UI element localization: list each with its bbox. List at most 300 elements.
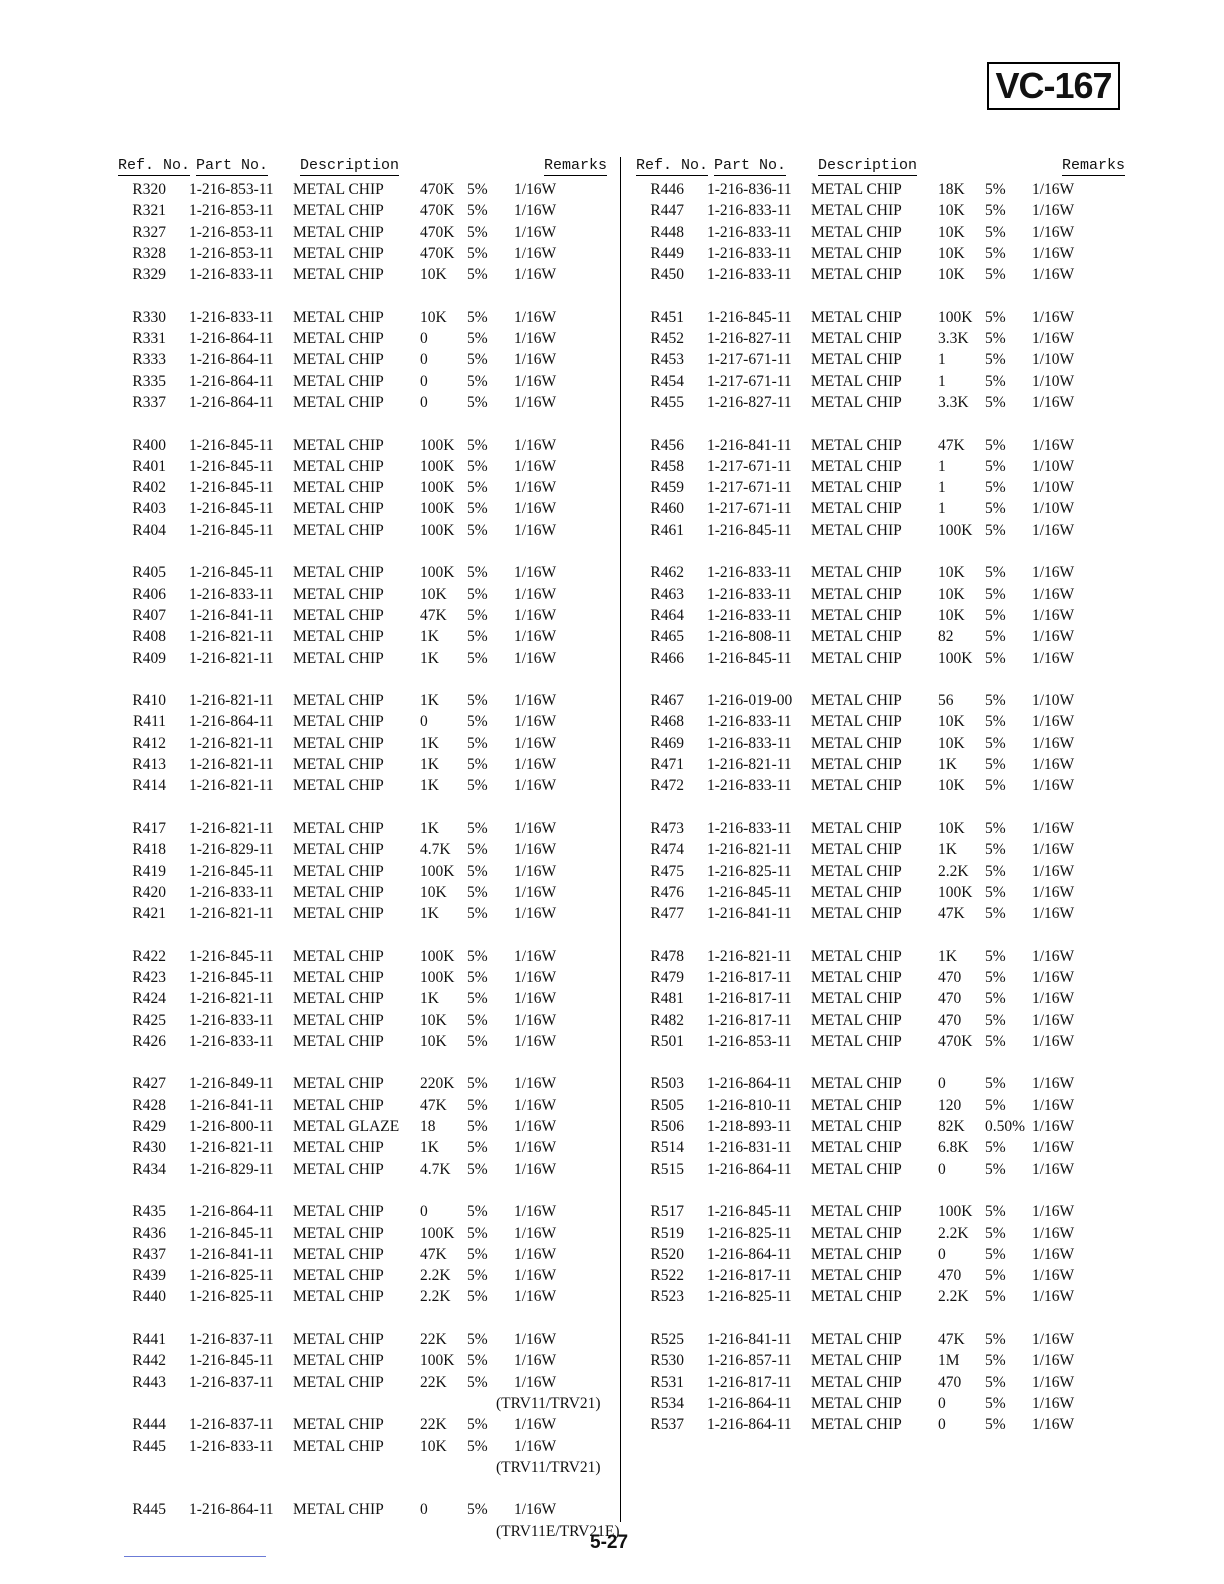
part-number: 1-216-845-11 xyxy=(189,521,274,539)
ref-number: R426 xyxy=(132,1032,166,1050)
description: METAL CHIP xyxy=(811,1139,902,1157)
ref-number: R525 xyxy=(650,1331,684,1349)
ref-number: R402 xyxy=(132,479,166,497)
resistance-value: 10K xyxy=(938,266,965,284)
description: METAL CHIP xyxy=(811,883,902,901)
header-ref-no: Ref. No. xyxy=(118,157,191,174)
ref-number: R321 xyxy=(132,202,166,220)
resistance-value: 100K xyxy=(420,500,455,518)
power-rating: 1/16W xyxy=(514,990,557,1008)
ref-number: R444 xyxy=(132,1416,166,1434)
part-number: 1-216-849-11 xyxy=(189,1075,274,1093)
resistance-value: 100K xyxy=(420,862,455,880)
ref-number: R437 xyxy=(132,1245,166,1263)
power-rating: 1/16W xyxy=(514,734,557,752)
ref-number: R335 xyxy=(132,372,166,390)
part-number: 1-216-837-11 xyxy=(189,1373,274,1391)
resistance-value: 1 xyxy=(938,372,946,390)
tolerance: 5% xyxy=(467,692,488,710)
power-rating: 1/16W xyxy=(514,713,557,731)
power-rating: 1/16W xyxy=(1032,777,1075,795)
tolerance: 5% xyxy=(467,777,488,795)
power-rating: 1/16W xyxy=(1032,330,1075,348)
remarks-note: (TRV11/TRV21) xyxy=(496,1394,601,1412)
power-rating: 1/16W xyxy=(1032,883,1075,901)
ref-number: R531 xyxy=(650,1373,684,1391)
part-number: 1-216-853-11 xyxy=(189,223,274,241)
resistance-value: 1K xyxy=(420,692,439,710)
resistance-value: 22K xyxy=(420,1416,447,1434)
tolerance: 5% xyxy=(985,479,1006,497)
part-number: 1-216-821-11 xyxy=(189,819,274,837)
part-number: 1-217-671-11 xyxy=(707,351,792,369)
table-row xyxy=(118,371,606,392)
header-part-no: Part No. xyxy=(714,157,787,174)
resistance-value: 10K xyxy=(420,308,447,326)
resistance-value: 10K xyxy=(938,202,965,220)
power-rating: 1/16W xyxy=(1032,756,1075,774)
power-rating: 1/16W xyxy=(514,777,557,795)
part-number: 1-216-821-11 xyxy=(189,628,274,646)
part-number: 1-216-821-11 xyxy=(707,947,792,965)
description: METAL CHIP xyxy=(811,457,902,475)
power-rating: 1/16W xyxy=(1032,521,1075,539)
table-row xyxy=(118,839,606,860)
resistance-value: 10K xyxy=(938,819,965,837)
tolerance: 5% xyxy=(985,1373,1006,1391)
resistance-value: 470K xyxy=(420,202,455,220)
tolerance: 5% xyxy=(985,585,1006,603)
description: METAL CHIP xyxy=(811,1096,902,1114)
resistance-value: 10K xyxy=(938,564,965,582)
tolerance: 5% xyxy=(467,1075,488,1093)
tolerance: 5% xyxy=(467,819,488,837)
description: METAL CHIP xyxy=(293,947,384,965)
tolerance: 5% xyxy=(985,819,1006,837)
description: METAL CHIP xyxy=(811,990,902,1008)
table-row xyxy=(118,584,606,605)
description: METAL CHIP xyxy=(293,223,384,241)
table-row xyxy=(636,1137,1124,1158)
parts-column-left xyxy=(118,155,620,1542)
table-row xyxy=(118,1286,606,1307)
power-rating: 1/10W xyxy=(1032,372,1075,390)
tolerance: 5% xyxy=(467,585,488,603)
description: METAL CHIP xyxy=(293,393,384,411)
resistance-value: 4.7K xyxy=(420,841,451,859)
power-rating: 1/16W xyxy=(1032,606,1075,624)
ref-number: R472 xyxy=(650,777,684,795)
ref-number: R328 xyxy=(132,244,166,262)
tolerance: 5% xyxy=(467,564,488,582)
power-rating: 1/16W xyxy=(514,1501,557,1519)
part-number: 1-216-853-11 xyxy=(189,181,274,198)
description: METAL CHIP xyxy=(293,905,384,923)
part-number: 1-216-845-11 xyxy=(707,883,792,901)
table-row xyxy=(636,264,1124,285)
table-row xyxy=(636,520,1124,541)
part-number: 1-216-833-11 xyxy=(707,244,792,262)
power-rating: 1/16W xyxy=(514,351,557,369)
table-row xyxy=(118,1436,606,1457)
table-row xyxy=(636,861,1124,882)
resistance-value: 1K xyxy=(938,947,957,965)
power-rating: 1/16W xyxy=(1032,990,1075,1008)
ref-number: R469 xyxy=(650,734,684,752)
resistance-value: 470 xyxy=(938,1267,962,1285)
table-row xyxy=(118,200,606,221)
power-rating: 1/16W xyxy=(514,223,557,241)
tolerance: 5% xyxy=(985,883,1006,901)
resistance-value: 470K xyxy=(420,181,455,198)
tolerance: 5% xyxy=(985,1075,1006,1093)
table-row xyxy=(118,520,606,541)
description: METAL CHIP xyxy=(293,777,384,795)
table-row xyxy=(118,498,606,519)
table-row xyxy=(636,648,1124,669)
description: METAL CHIP xyxy=(811,585,902,603)
power-rating: 1/16W xyxy=(514,1352,557,1370)
resistance-value: 0 xyxy=(938,1416,946,1434)
ref-number: R442 xyxy=(132,1352,166,1370)
description: METAL CHIP xyxy=(293,479,384,497)
table-row xyxy=(118,1010,606,1031)
part-number: 1-216-827-11 xyxy=(707,393,792,411)
part-number: 1-216-821-11 xyxy=(189,905,274,923)
ref-number: R517 xyxy=(650,1203,684,1221)
power-rating: 1/16W xyxy=(514,266,557,284)
resistance-value: 47K xyxy=(420,606,447,624)
resistance-value: 1K xyxy=(420,777,439,795)
tolerance: 5% xyxy=(467,1224,488,1242)
power-rating: 1/16W xyxy=(514,1267,557,1285)
table-row xyxy=(118,626,606,647)
part-number: 1-216-837-11 xyxy=(189,1416,274,1434)
power-rating: 1/16W xyxy=(514,372,557,390)
part-number: 1-216-019-00 xyxy=(707,692,793,710)
ref-number: R462 xyxy=(650,564,684,582)
ref-number: R477 xyxy=(650,905,684,923)
ref-number: R429 xyxy=(132,1118,166,1136)
table-row xyxy=(118,328,606,349)
part-number: 1-216-845-11 xyxy=(707,649,792,667)
part-number: 1-216-817-11 xyxy=(707,1011,792,1029)
tolerance: 5% xyxy=(467,1437,488,1455)
ref-number: R482 xyxy=(650,1011,684,1029)
remarks-note: (TRV11/TRV21) xyxy=(496,1458,601,1476)
resistance-value: 120 xyxy=(938,1096,962,1114)
part-number: 1-216-864-11 xyxy=(189,393,274,411)
resistance-value: 0 xyxy=(420,330,428,348)
power-rating: 1/16W xyxy=(1032,585,1075,603)
resistance-value: 2.2K xyxy=(420,1288,451,1306)
power-rating: 1/16W xyxy=(514,1288,557,1306)
table-row xyxy=(636,1244,1124,1265)
table-row xyxy=(118,775,606,796)
power-rating: 1/16W xyxy=(1032,1416,1075,1434)
ref-number: R422 xyxy=(132,947,166,965)
ref-number: R505 xyxy=(650,1096,684,1114)
resistance-value: 0 xyxy=(420,1203,428,1221)
power-rating: 1/16W xyxy=(514,202,557,220)
description: METAL CHIP xyxy=(811,1352,902,1370)
part-number: 1-216-817-11 xyxy=(707,990,792,1008)
ref-number: R452 xyxy=(650,330,684,348)
table-row xyxy=(636,839,1124,860)
description: METAL CHIP xyxy=(811,713,902,731)
description: METAL CHIP xyxy=(811,564,902,582)
description: METAL CHIP xyxy=(811,1267,902,1285)
power-rating: 1/16W xyxy=(1032,308,1075,326)
ref-number: R454 xyxy=(650,372,684,390)
resistance-value: 10K xyxy=(420,883,447,901)
tolerance: 5% xyxy=(985,968,1006,986)
tolerance: 5% xyxy=(467,862,488,880)
power-rating: 1/16W xyxy=(1032,1288,1075,1306)
tolerance: 5% xyxy=(985,500,1006,518)
part-number: 1-216-845-11 xyxy=(189,1352,274,1370)
resistance-value: 6.8K xyxy=(938,1139,969,1157)
part-number: 1-216-845-11 xyxy=(189,564,274,582)
power-rating: 1/16W xyxy=(514,1373,557,1391)
power-rating: 1/16W xyxy=(514,1245,557,1263)
resistance-value: 100K xyxy=(420,1352,455,1370)
resistance-value: 1M xyxy=(938,1352,960,1370)
part-number: 1-216-864-11 xyxy=(189,713,274,731)
ref-number: R337 xyxy=(132,393,166,411)
part-number: 1-216-845-11 xyxy=(189,968,274,986)
power-rating: 1/16W xyxy=(1032,244,1075,262)
description: METAL CHIP xyxy=(293,585,384,603)
ref-number: R330 xyxy=(132,308,166,326)
resistance-value: 470K xyxy=(420,223,455,241)
power-rating: 1/16W xyxy=(1032,1394,1075,1412)
power-rating: 1/16W xyxy=(1032,713,1075,731)
power-rating: 1/16W xyxy=(514,457,557,475)
part-number: 1-216-833-11 xyxy=(707,777,792,795)
power-rating: 1/16W xyxy=(1032,947,1075,965)
resistance-value: 1K xyxy=(420,734,439,752)
tolerance: 5% xyxy=(985,351,1006,369)
header-ref-no: Ref. No. xyxy=(636,157,709,174)
part-number: 1-216-833-11 xyxy=(707,266,792,284)
ref-number: R401 xyxy=(132,457,166,475)
tolerance: 5% xyxy=(985,457,1006,475)
ref-number: R436 xyxy=(132,1224,166,1242)
table-row xyxy=(636,1201,1124,1222)
resistance-value: 0 xyxy=(938,1075,946,1093)
table-row xyxy=(118,605,606,626)
tolerance: 5% xyxy=(467,457,488,475)
part-number: 1-216-853-11 xyxy=(189,202,274,220)
table-row xyxy=(636,1372,1124,1393)
tolerance: 5% xyxy=(985,308,1006,326)
power-rating: 1/16W xyxy=(514,1032,557,1050)
table-row xyxy=(118,861,606,882)
footer-rule xyxy=(124,1556,266,1557)
table-row xyxy=(636,222,1124,243)
part-number: 1-216-864-11 xyxy=(707,1075,792,1093)
part-number: 1-216-821-11 xyxy=(707,756,792,774)
part-number: 1-216-845-11 xyxy=(707,308,792,326)
resistance-value: 10K xyxy=(938,777,965,795)
description: METAL CHIP xyxy=(293,1096,384,1114)
table-row xyxy=(118,1350,606,1371)
part-number: 1-216-821-11 xyxy=(189,1139,274,1157)
table-row xyxy=(636,392,1124,413)
description: METAL CHIP xyxy=(293,564,384,582)
description: METAL CHIP xyxy=(811,606,902,624)
power-rating: 1/10W xyxy=(1032,692,1075,710)
column-divider xyxy=(620,157,621,1522)
resistance-value: 1 xyxy=(938,479,946,497)
part-number: 1-216-841-11 xyxy=(189,1096,274,1114)
power-rating: 1/16W xyxy=(1032,1373,1075,1391)
description: METAL CHIP xyxy=(293,1267,384,1285)
tolerance: 5% xyxy=(985,564,1006,582)
power-rating: 1/10W xyxy=(1032,479,1075,497)
ref-number: R449 xyxy=(650,244,684,262)
part-number: 1-216-864-11 xyxy=(707,1160,792,1178)
part-number: 1-216-821-11 xyxy=(189,990,274,1008)
ref-number: R537 xyxy=(650,1416,684,1434)
power-rating: 1/16W xyxy=(1032,734,1075,752)
table-row xyxy=(636,1286,1124,1307)
part-number: 1-216-829-11 xyxy=(189,841,274,859)
description: METAL CHIP xyxy=(293,1373,384,1391)
part-number: 1-216-841-11 xyxy=(189,606,274,624)
resistance-value: 10K xyxy=(420,266,447,284)
part-number: 1-216-833-11 xyxy=(707,734,792,752)
power-rating: 1/16W xyxy=(1032,1203,1075,1221)
description: METAL CHIP xyxy=(293,202,384,220)
power-rating: 1/16W xyxy=(514,862,557,880)
tolerance: 5% xyxy=(985,1352,1006,1370)
tolerance: 5% xyxy=(985,521,1006,539)
model-badge: VC-167 xyxy=(987,62,1120,110)
tolerance: 5% xyxy=(985,244,1006,262)
tolerance: 5% xyxy=(467,244,488,262)
table-row xyxy=(636,179,1124,200)
part-number: 1-216-841-11 xyxy=(707,436,792,454)
description: METAL CHIP xyxy=(811,692,902,710)
table-row xyxy=(636,371,1124,392)
part-number: 1-216-833-11 xyxy=(189,1032,274,1050)
tolerance: 5% xyxy=(467,883,488,901)
resistance-value: 470K xyxy=(420,244,455,262)
description: METAL CHIP xyxy=(811,202,902,220)
ref-number: R474 xyxy=(650,841,684,859)
power-rating: 1/16W xyxy=(1032,1245,1075,1263)
tolerance: 5% xyxy=(985,756,1006,774)
table-row xyxy=(636,562,1124,583)
resistance-value: 10K xyxy=(938,606,965,624)
table-row xyxy=(636,456,1124,477)
table-row xyxy=(636,328,1124,349)
power-rating: 1/16W xyxy=(1032,393,1075,411)
part-number: 1-216-845-11 xyxy=(189,457,274,475)
ref-number: R466 xyxy=(650,649,684,667)
table-row xyxy=(636,200,1124,221)
resistance-value: 470K xyxy=(938,1032,973,1050)
resistance-value: 10K xyxy=(938,585,965,603)
table-row xyxy=(636,1073,1124,1094)
resistance-value: 2.2K xyxy=(420,1267,451,1285)
table-row xyxy=(118,222,606,243)
tolerance: 5% xyxy=(467,521,488,539)
ref-number: R503 xyxy=(650,1075,684,1093)
ref-number: R425 xyxy=(132,1011,166,1029)
ref-number: R331 xyxy=(132,330,166,348)
power-rating: 1/16W xyxy=(514,947,557,965)
description: METAL CHIP xyxy=(293,713,384,731)
power-rating: 1/16W xyxy=(1032,1096,1075,1114)
ref-number: R407 xyxy=(132,606,166,624)
table-row xyxy=(118,946,606,967)
ref-number: R519 xyxy=(650,1224,684,1242)
tolerance: 5% xyxy=(467,1096,488,1114)
description: METAL CHIP xyxy=(293,883,384,901)
table-row xyxy=(118,1265,606,1286)
ref-number: R434 xyxy=(132,1160,166,1178)
resistance-value: 10K xyxy=(938,244,965,262)
power-rating: 1/16W xyxy=(514,181,557,198)
ref-number: R408 xyxy=(132,628,166,646)
tolerance: 5% xyxy=(467,479,488,497)
description: METAL CHIP xyxy=(811,1075,902,1093)
description: METAL CHIP xyxy=(811,1288,902,1306)
table-row xyxy=(118,690,606,711)
tolerance: 5% xyxy=(985,1224,1006,1242)
power-rating: 1/16W xyxy=(514,1118,557,1136)
power-rating: 1/16W xyxy=(1032,202,1075,220)
description: METAL CHIP xyxy=(293,244,384,262)
table-row xyxy=(118,882,606,903)
ref-number: R446 xyxy=(650,181,684,198)
resistance-value: 100K xyxy=(420,968,455,986)
part-number: 1-216-810-11 xyxy=(707,1096,792,1114)
power-rating: 1/16W xyxy=(514,308,557,326)
part-number: 1-216-833-11 xyxy=(189,883,274,901)
description: METAL CHIP xyxy=(811,862,902,880)
description: METAL CHIP xyxy=(293,330,384,348)
ref-number: R405 xyxy=(132,564,166,582)
resistance-value: 0 xyxy=(938,1245,946,1263)
table-row xyxy=(636,733,1124,754)
part-number: 1-216-817-11 xyxy=(707,968,792,986)
resistance-value: 100K xyxy=(938,649,973,667)
power-rating: 1/16W xyxy=(514,330,557,348)
description: METAL GLAZE xyxy=(293,1118,400,1136)
part-number: 1-216-864-11 xyxy=(189,372,274,390)
resistance-value: 0 xyxy=(420,351,428,369)
tolerance: 5% xyxy=(985,1032,1006,1050)
power-rating: 1/16W xyxy=(1032,1032,1075,1050)
resistance-value: 10K xyxy=(420,1032,447,1050)
table-row xyxy=(118,1372,606,1393)
resistance-value: 3.3K xyxy=(938,330,969,348)
power-rating: 1/16W xyxy=(1032,1160,1075,1178)
table-row xyxy=(118,392,606,413)
ref-number: R414 xyxy=(132,777,166,795)
resistance-value: 100K xyxy=(938,1203,973,1221)
power-rating: 1/16W xyxy=(1032,1352,1075,1370)
part-number: 1-216-845-11 xyxy=(189,862,274,880)
part-number: 1-216-833-11 xyxy=(707,819,792,837)
description: METAL CHIP xyxy=(811,756,902,774)
ref-number: R329 xyxy=(132,266,166,284)
table-row xyxy=(636,754,1124,775)
